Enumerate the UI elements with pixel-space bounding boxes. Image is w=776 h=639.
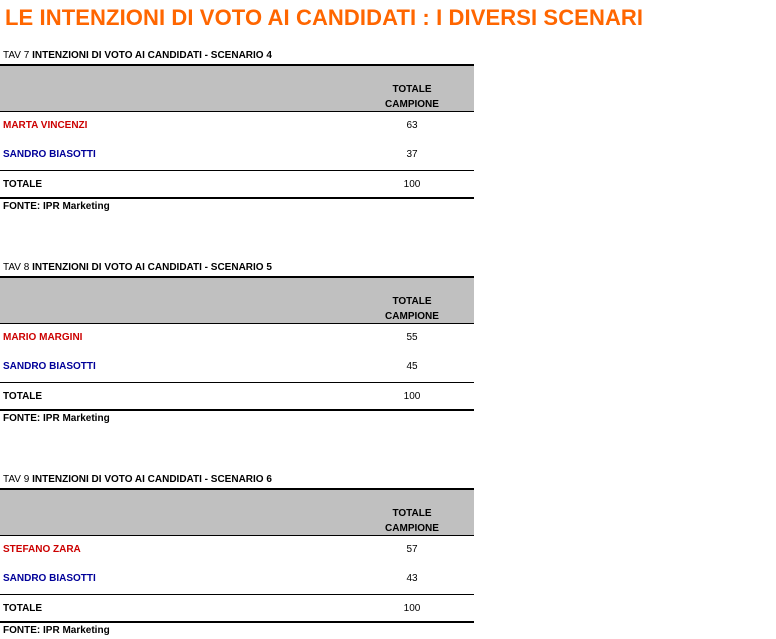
total-label: TOTALE — [3, 603, 43, 614]
table-source: FONTE: IPR Marketing — [3, 413, 110, 424]
total-value: 100 — [403, 391, 421, 402]
table-number: TAV 9 — [3, 474, 30, 485]
table-source: FONTE: IPR Marketing — [3, 625, 110, 636]
total-label: TOTALE — [3, 391, 43, 402]
table-header — [0, 488, 474, 536]
column-header-line-2: CAMPIONE — [385, 523, 439, 534]
candidate-value: 43 — [406, 573, 418, 584]
column-header-line-2: CAMPIONE — [385, 311, 439, 322]
candidate-name: STEFANO ZARA — [3, 544, 81, 555]
candidate-value: 55 — [406, 332, 418, 343]
table-title — [3, 50, 272, 62]
table-row — [0, 536, 474, 565]
table-name: INTENZIONI DI VOTO AI CANDIDATI - SCENARIO 4 — [32, 50, 272, 61]
column-header-totale-campione — [362, 82, 462, 112]
page-title: LE INTENZIONI DI VOTO AI CANDIDATI : I DIVERSI SCENARI — [5, 5, 644, 30]
candidate-name: SANDRO BIASOTTI — [3, 149, 96, 160]
table-row — [0, 353, 474, 382]
table-row — [0, 141, 474, 170]
total-value: 100 — [403, 179, 421, 190]
column-header-totale-campione — [362, 506, 462, 536]
candidate-name: SANDRO BIASOTTI — [3, 361, 96, 372]
candidate-value: 45 — [406, 361, 418, 372]
column-header-line-1: TOTALE — [392, 508, 432, 519]
candidate-value: 57 — [406, 544, 418, 555]
candidate-name: MARIO MARGINI — [3, 332, 83, 343]
total-value: 100 — [403, 603, 421, 614]
table-row — [0, 565, 474, 594]
table-header — [0, 64, 474, 112]
candidate-name: MARTA VINCENZI — [3, 120, 88, 131]
table-source: FONTE: IPR Marketing — [3, 201, 110, 212]
candidate-value: 63 — [406, 120, 418, 131]
table-name: INTENZIONI DI VOTO AI CANDIDATI - SCENARIO 5 — [32, 262, 272, 273]
candidate-value: 37 — [406, 149, 418, 160]
table-name: INTENZIONI DI VOTO AI CANDIDATI - SCENARIO 6 — [32, 474, 272, 485]
total-label: TOTALE — [3, 179, 43, 190]
table-number: TAV 8 — [3, 262, 30, 273]
table-total-row — [0, 382, 474, 411]
column-header-line-1: TOTALE — [392, 84, 432, 95]
column-header-line-2: CAMPIONE — [385, 99, 439, 110]
table-total-row — [0, 594, 474, 623]
column-header-totale-campione — [362, 294, 462, 324]
table-row — [0, 324, 474, 353]
candidate-name: SANDRO BIASOTTI — [3, 573, 96, 584]
table-total-row — [0, 170, 474, 199]
column-header-line-1: TOTALE — [392, 296, 432, 307]
table-row — [0, 112, 474, 141]
table-number: TAV 7 — [3, 50, 30, 61]
table-header — [0, 276, 474, 324]
table-title — [3, 474, 272, 486]
table-title — [3, 262, 272, 274]
